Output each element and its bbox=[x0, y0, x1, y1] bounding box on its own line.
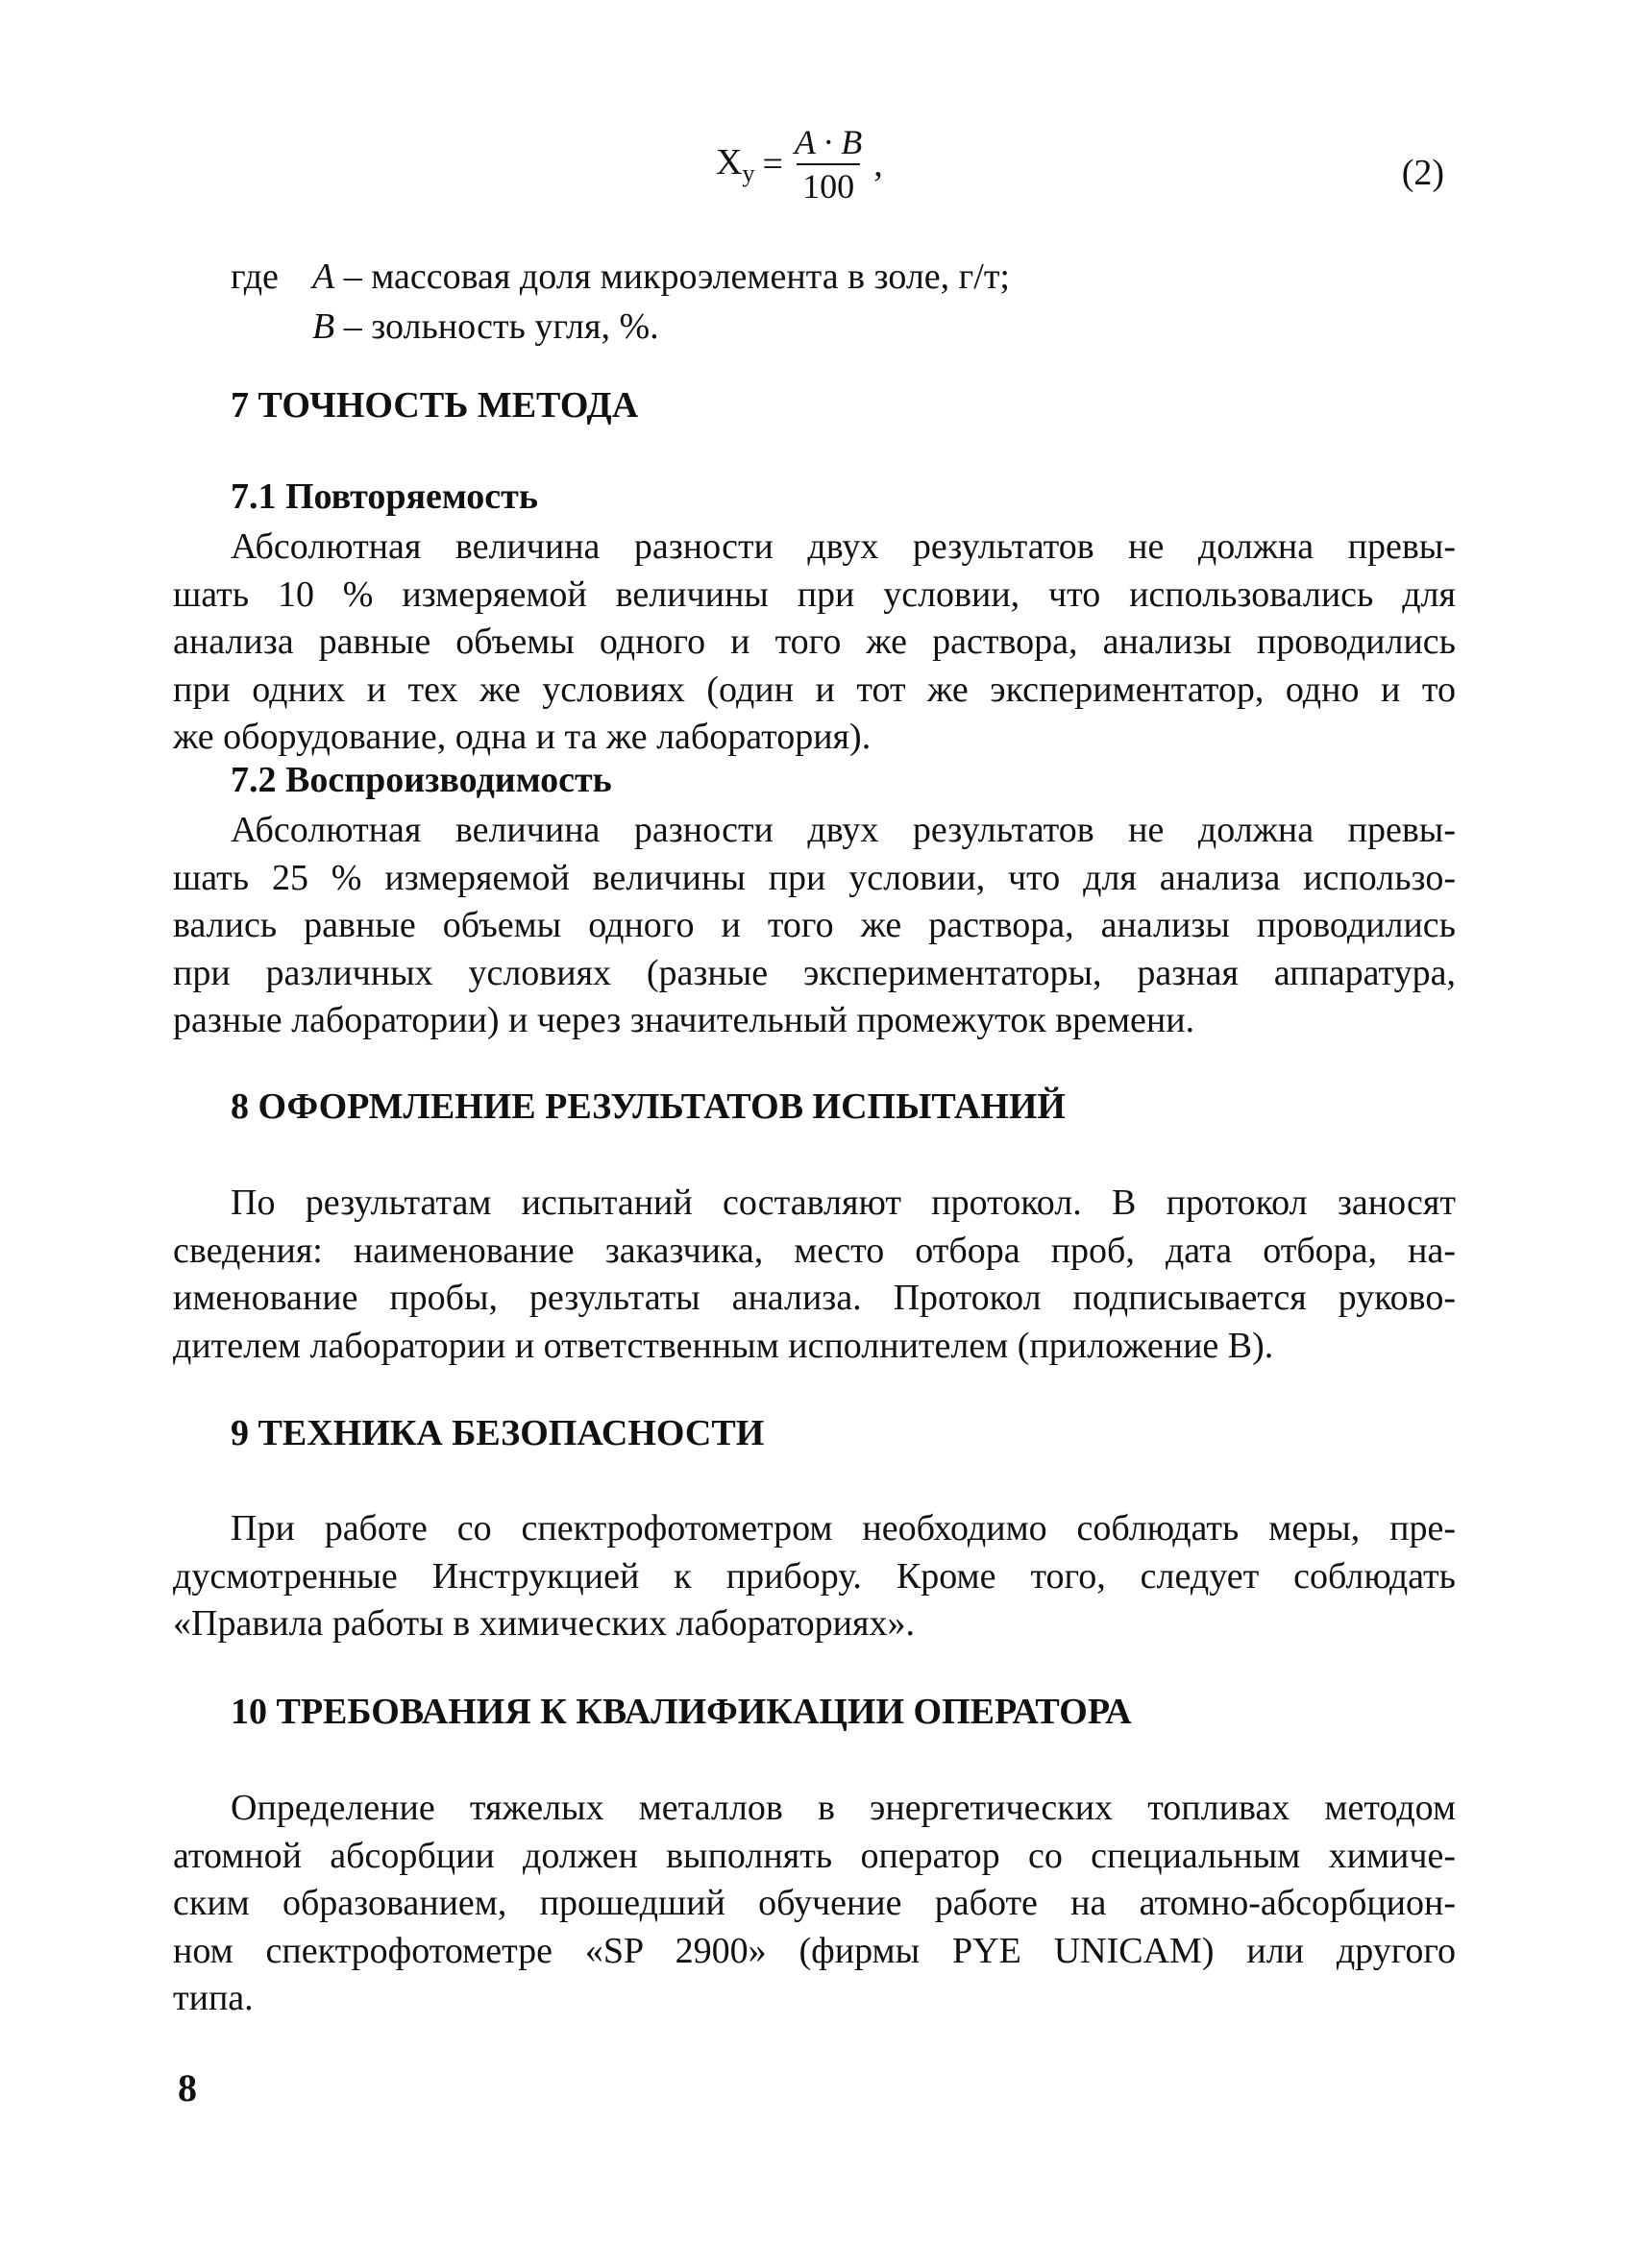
page-number: 8 bbox=[178, 2066, 197, 2109]
paragraph-line: При работе со спектрофотометром необходимо соблюдать меры, пре- bbox=[231, 1508, 1456, 1549]
paragraph-line: же оборудование, одна и та же лаборатория). bbox=[173, 717, 872, 757]
formula-lhs-subscript: у bbox=[742, 159, 755, 187]
paragraph-line: типа. bbox=[173, 1978, 254, 2018]
legend-row-a bbox=[231, 252, 1010, 302]
section-10-paragraph bbox=[173, 1785, 1456, 2023]
section-8-paragraph bbox=[173, 1180, 1456, 1370]
paragraph-line: именование пробы, результаты анализа. Протокол подписывается руково- bbox=[173, 1278, 1456, 1318]
legend-text-a: – массовая доля микроэлемента в золе, г/т; bbox=[334, 256, 1010, 297]
section-9-paragraph bbox=[173, 1505, 1456, 1648]
section-7-1-heading: 7.1 Повторяемость bbox=[231, 476, 538, 517]
section-7-1-paragraph bbox=[173, 524, 1456, 762]
section-7-2-heading: 7.2 Воспроизводимость bbox=[231, 760, 612, 800]
formula-equals: = bbox=[762, 144, 783, 184]
paragraph-line: ном спектрофотометре «SP 2900» (фирмы PYE UNICAM) или другого bbox=[173, 1930, 1456, 1971]
formula-numerator: A · B bbox=[794, 123, 863, 161]
legend-lead-word: где bbox=[231, 256, 279, 297]
formula-denominator: 100 bbox=[797, 163, 860, 204]
paragraph-line: атомной абсорбции должен выполнять оператор со специальным химиче- bbox=[173, 1835, 1456, 1876]
section-9-heading: 9 ТЕХНИКА БЕЗОПАСНОСТИ bbox=[231, 1413, 765, 1453]
paragraph-line: дусмотренные Инструкцией к прибору. Кроме того, следует соблюдать bbox=[173, 1555, 1456, 1597]
paragraph-line: Абсолютная величина разности двух результатов не должна превы- bbox=[231, 810, 1456, 850]
paragraph-line: Абсолютная величина разности двух результатов не должна превы- bbox=[231, 526, 1456, 567]
formula-legend bbox=[231, 252, 1010, 352]
paragraph-line: Определение тяжелых металлов в энергетических топливах методом bbox=[231, 1788, 1456, 1828]
section-7-2-paragraph bbox=[173, 807, 1456, 1045]
section-7-heading: 7 ТОЧНОСТЬ МЕТОДА bbox=[231, 385, 639, 426]
formula-comma: , bbox=[873, 144, 883, 184]
section-10-heading: 10 ТРЕБОВАНИЯ К КВАЛИФИКАЦИИ ОПЕРАТОРА bbox=[231, 1692, 1132, 1732]
legend-row-b bbox=[231, 302, 1010, 352]
legend-var-b: B bbox=[312, 306, 335, 347]
section-8-heading: 8 ОФОРМЛЕНИЕ РЕЗУЛЬТАТОВ ИСПЫТАНИЙ bbox=[231, 1086, 1066, 1127]
paragraph-line: дителем лаборатории и ответственным исполнителем (приложение В). bbox=[173, 1325, 1274, 1366]
paragraph-line: шать 10 % измеряемой величины при условии, что использовались для bbox=[173, 573, 1456, 615]
paragraph-line: вались равные объемы одного и того же раствора, анализы проводились bbox=[173, 905, 1456, 945]
paragraph-line: при одних и тех же условиях (один и тот же экспериментатор, одно и то bbox=[173, 669, 1456, 710]
paragraph-line: при различных условиях (разные экспериментаторы, разная аппаратура, bbox=[173, 952, 1456, 993]
paragraph-line: анализа равные объемы одного и того же раствора, анализы проводились bbox=[173, 622, 1456, 662]
legend-text-b: – зольность угля, %. bbox=[334, 306, 659, 347]
equation-number: (2) bbox=[1401, 153, 1444, 193]
paragraph-line: По результатам испытаний составляют протокол. В протокол заносят bbox=[231, 1183, 1456, 1223]
paragraph-line: сведения: наименование заказчика, место отбора проб, дата отбора, на- bbox=[173, 1230, 1456, 1271]
formula-lhs bbox=[716, 141, 754, 188]
formula-lhs-symbol: X bbox=[716, 141, 743, 183]
paragraph-line: шать 25 % измеряемой величины при условии, что для анализа использо- bbox=[173, 857, 1456, 898]
formula bbox=[716, 125, 883, 204]
paragraph-line: разные лаборатории) и через значительный промежуток времени. bbox=[173, 1000, 1195, 1040]
legend-var-a: A bbox=[312, 256, 335, 297]
formula-fraction bbox=[789, 125, 868, 204]
paragraph-line: ским образованием, прошедший обучение работе на атомно-абсорбцион- bbox=[173, 1883, 1456, 1923]
paragraph-line: «Правила работы в химических лабораториях». bbox=[173, 1603, 915, 1644]
